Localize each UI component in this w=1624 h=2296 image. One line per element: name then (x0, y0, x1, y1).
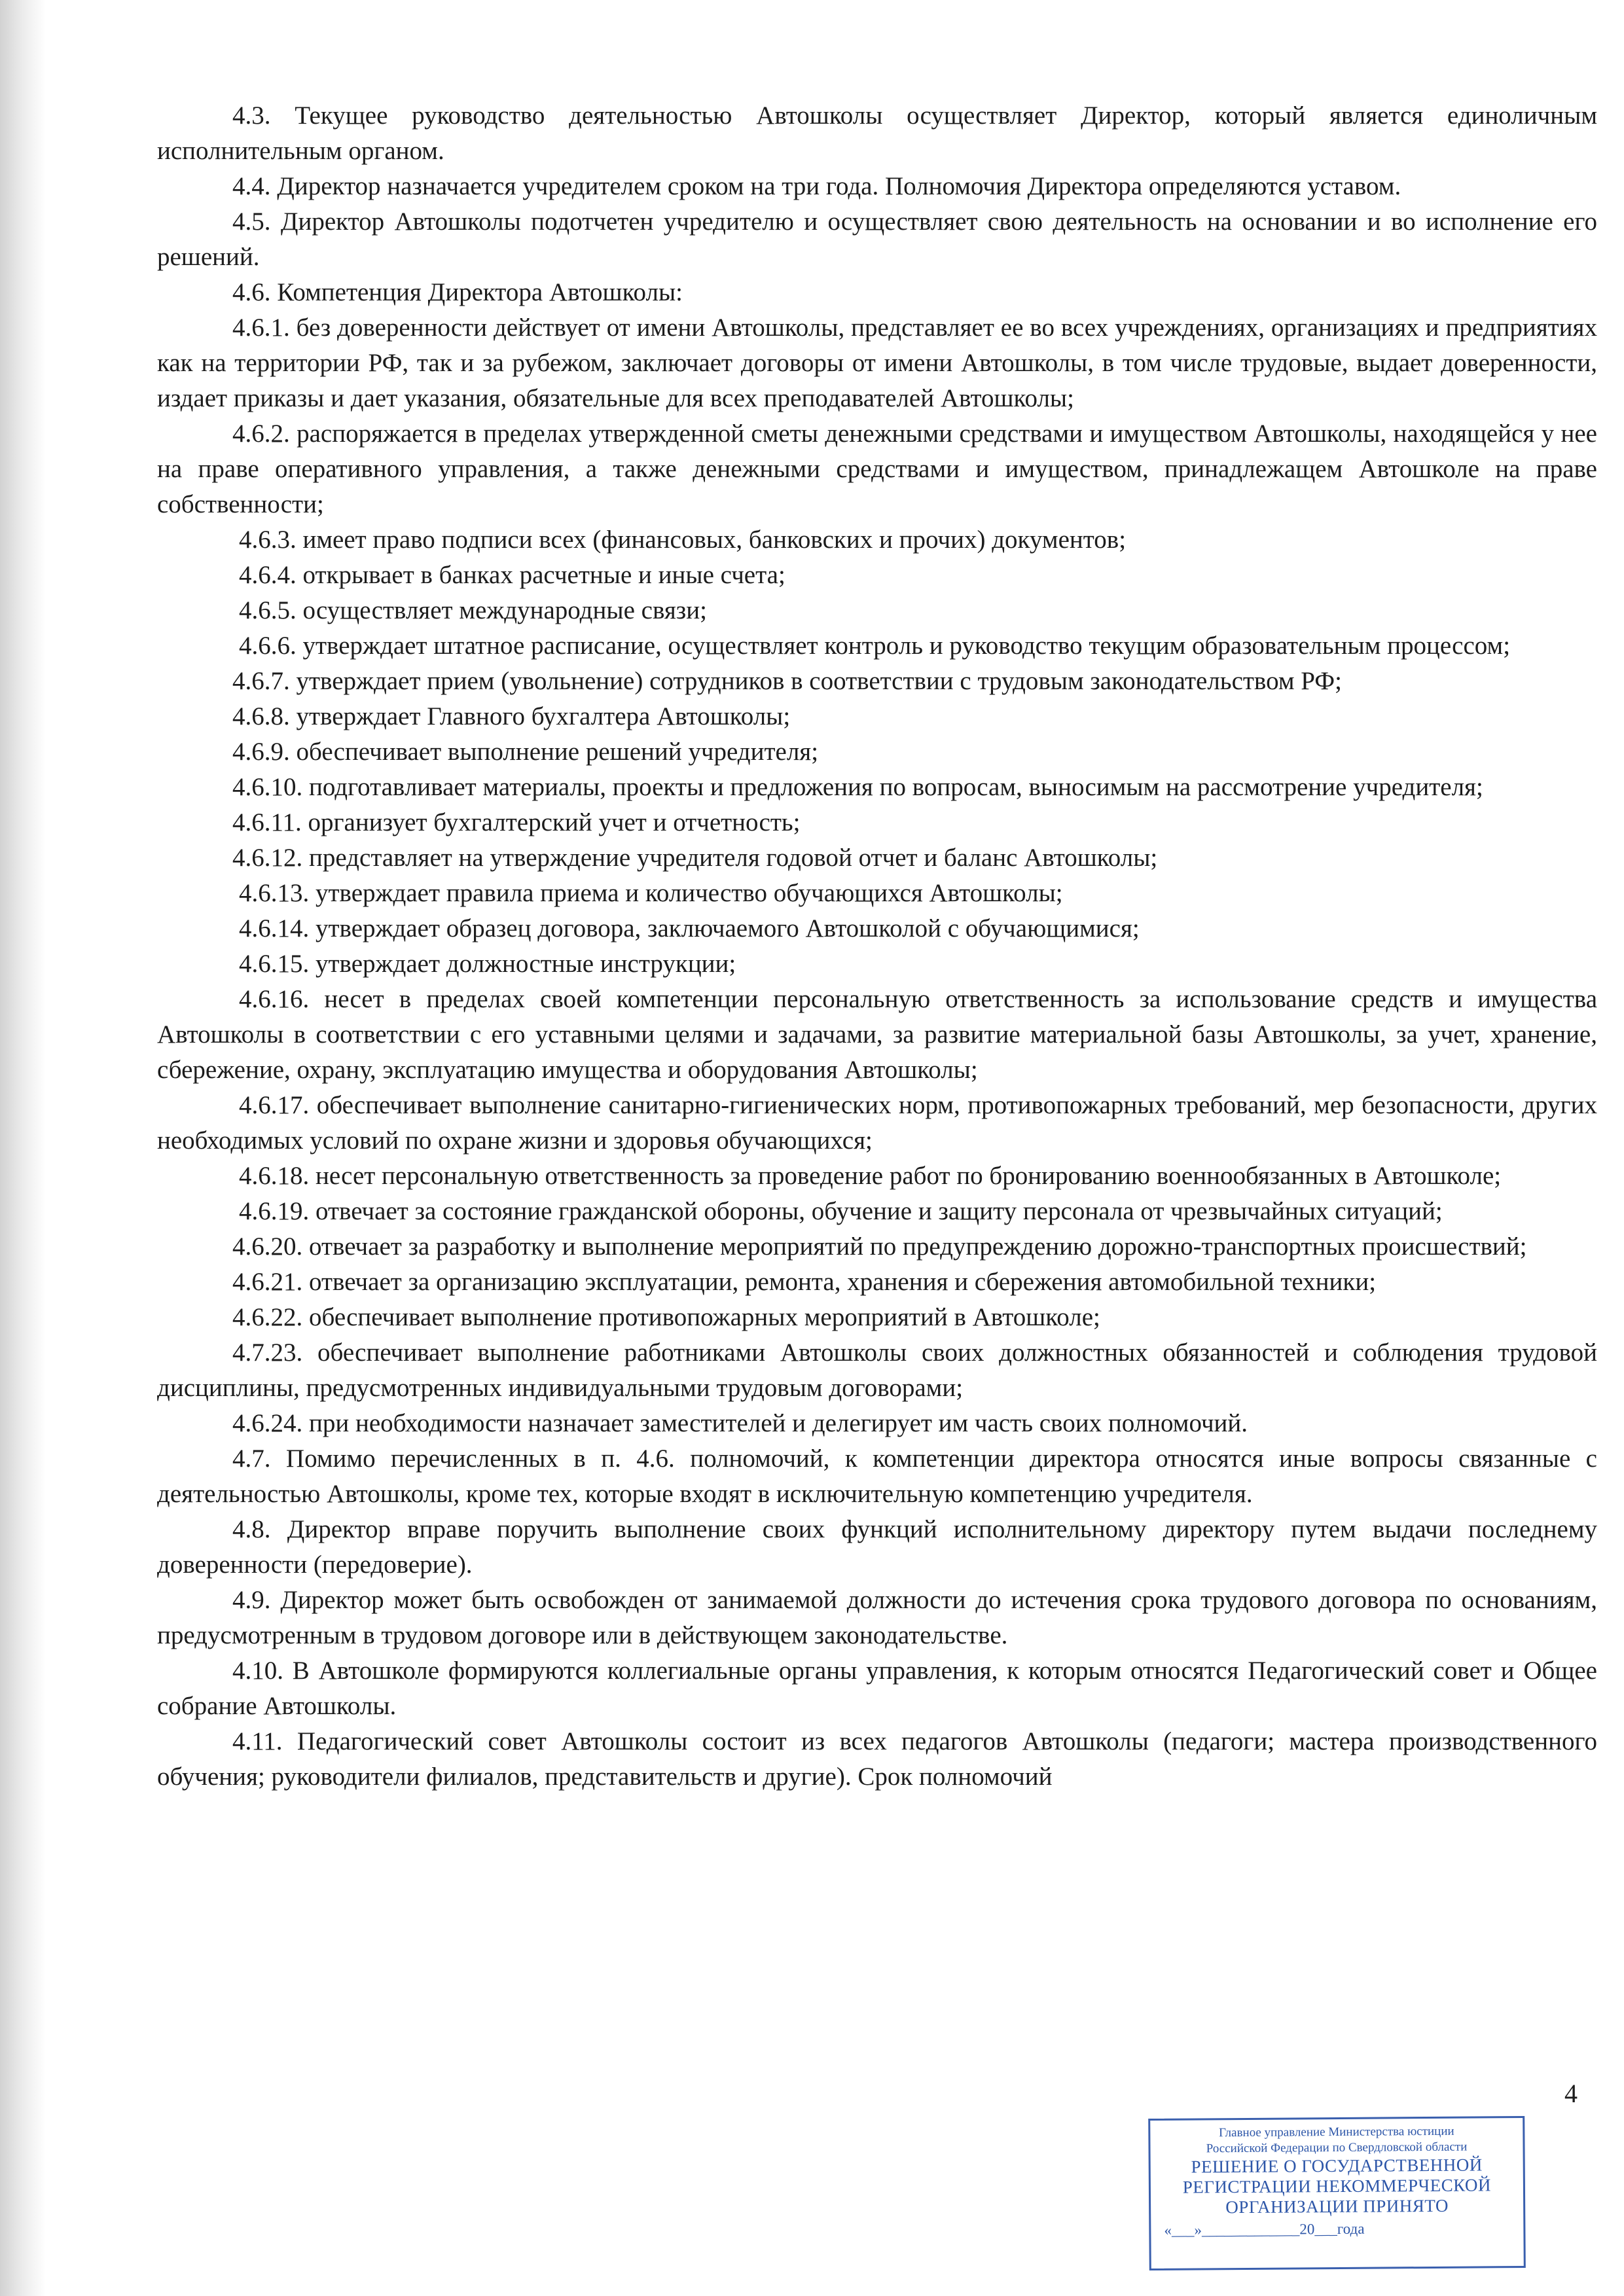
paragraph-4-4: 4.4. Директор назначается учредителем сроком на три года. Полномочия Директора определяются уставом. (232, 172, 1401, 200)
paragraph-4-3: 4.3. Текущее руководство деятельностью Автошколы осуществляет Директор, который является единоличным исполнительным органом. (157, 101, 1597, 165)
paragraph-4-6-24: 4.6.24. при необходимости назначает заместителей и делегирует им часть своих полномочий. (232, 1409, 1248, 1437)
paragraph-4-6-16: 4.6.16. несет в пределах своей компетенции персональную ответственность за использование средств и имущества Автошколы в соответствии с его уставными целями и задачами, за развитие материальной базы Автошколы, за учет, хранение, сбережение, охрану, эксплуатацию имущества и оборудования Автошколы; (157, 985, 1597, 1084)
paragraph-4-6-18: 4.6.18. несет персональную ответственность за проведение работ по бронированию военнообязанных в Автошколе; (239, 1162, 1502, 1190)
paragraph-4-6-21: 4.6.21. отвечает за организацию эксплуатации, ремонта, хранения и сбережения автомобильной техники; (232, 1268, 1377, 1296)
paragraph-4-6-7: 4.6.7. утверждает прием (увольнение) сотрудников в соответствии с трудовым законодательством РФ; (232, 667, 1342, 695)
stamp-line-2: Российской Федерации по Свердловской области (1206, 2140, 1468, 2156)
paragraph-4-6-10: 4.6.10. подготавливает материалы, проекты и предложения по вопросам, выносимым на рассмотрение учредителя; (232, 773, 1483, 801)
paragraph-4-6-13: 4.6.13. утверждает правила приема и количество обучающихся Автошколы; (239, 879, 1063, 907)
paragraph-4-11: 4.11. Педагогический совет Автошколы состоит из всех педагогов Автошколы (педагоги; мастера производственного обучения; руководители филиалов, представительств и другие). Срок полномочий (157, 1727, 1597, 1791)
paragraph-4-6-5: 4.6.5. осуществляет международные связи; (239, 596, 707, 624)
paragraph-4-6-14: 4.6.14. утверждает образец договора, заключаемого Автошколой с обучающимися; (239, 914, 1140, 942)
paragraph-4-6-19: 4.6.19. отвечает за состояние гражданской обороны, обучение и защиту персонала от чрезвычайных ситуаций; (239, 1197, 1443, 1225)
paragraph-4-10: 4.10. В Автошколе формируются коллегиальные органы управления, к которым относятся Педагогический совет и Общее собрание Автошколы. (157, 1657, 1597, 1720)
paragraph-4-5: 4.5. Директор Автошколы подотчетен учредителю и осуществляет свою деятельность на основании и во исполнение его решений. (157, 207, 1597, 271)
stamp-date-line: «___»_____________20___года (1164, 2220, 1365, 2238)
paragraph-4-6-11: 4.6.11. организует бухгалтерский учет и отчетность; (232, 808, 801, 836)
stamp-line-4: РЕГИСТРАЦИИ НЕКОММЕРЧЕСКОЙ (1182, 2175, 1492, 2197)
paragraph-4-6-9: 4.6.9. обеспечивает выполнение решений учредителя; (232, 738, 819, 766)
paragraph-4-6-8: 4.6.8. утверждает Главного бухгалтера Автошколы; (232, 702, 791, 730)
paragraph-4-6-4: 4.6.4. открывает в банках расчетные и иные счета; (239, 561, 785, 589)
paragraph-4-6: 4.6. Компетенция Директора Автошколы: (232, 278, 683, 306)
paragraph-4-6-3: 4.6.3. имеет право подписи всех (финансовых, банковских и прочих) документов; (239, 526, 1127, 554)
paragraph-4-7: 4.7. Помимо перечисленных в п. 4.6. полномочий, к компетенции директора относятся иные вопросы связанные с деятельностью Автошколы, кроме тех, которые входят в исключительную компетенцию учредителя. (157, 1444, 1597, 1508)
page-number: 4 (1564, 2079, 1578, 2108)
stamp-line-5: ОРГАНИЗАЦИИ ПРИНЯТО (1225, 2195, 1449, 2217)
paragraph-4-6-22: 4.6.22. обеспечивает выполнение противопожарных мероприятий в Автошколе; (232, 1303, 1100, 1331)
paragraph-4-6-17: 4.6.17. обеспечивает выполнение санитарно-гигиенических норм, противопожарных требований, мер безопасности, других необходимых условий по охране жизни и здоровья обучающихся; (157, 1091, 1597, 1155)
document-body (157, 98, 1597, 1795)
paragraph-4-6-12: 4.6.12. представляет на утверждение учредителя годовой отчет и баланс Автошколы; (232, 844, 1158, 872)
stamp-line-3: РЕШЕНИЕ О ГОСУДАРСТВЕННОЙ (1191, 2155, 1483, 2177)
paragraph-4-6-6: 4.6.6. утверждает штатное расписание, осуществляет контроль и руководство текущим образовательным процессом; (239, 632, 1511, 660)
paragraph-4-6-20: 4.6.20. отвечает за разработку и выполнение мероприятий по предупреждению дорожно-транспортных происшествий; (232, 1232, 1527, 1261)
paragraph-4-6-1: 4.6.1. без доверенности действует от имени Автошколы, представляет ее во всех учреждениях, организациях и предприятиях как на территории РФ, так и за рубежом, заключает договоры от имени Автошколы, в том числе трудовые, выдает доверенности, издает приказы и дает указания, обязательные для всех преподавателей Автошколы; (157, 314, 1597, 412)
paragraph-4-9: 4.9. Директор может быть освобожден от занимаемой должности до истечения срока трудового договора по основаниям, предусмотренным в трудовом договоре или в действующем законодательстве. (157, 1586, 1597, 1649)
registration-stamp (1148, 2116, 1526, 2270)
paragraph-4-7-23: 4.7.23. обеспечивает выполнение работниками Автошколы своих должностных обязанностей и соблюдения трудовой дисциплины, предусмотренных индивидуальными трудовым договорами; (157, 1338, 1597, 1402)
paragraph-4-6-15: 4.6.15. утверждает должностные инструкции; (239, 950, 736, 978)
paragraph-4-6-2: 4.6.2. распоряжается в пределах утвержденной сметы денежными средствами и имуществом Автошколы, находящейся у нее на праве оперативного управления, а также денежными средствами и имуществом, принадлежащем Автошколе на праве собственности; (157, 420, 1597, 518)
stamp-line-1: Главное управление Министерства юстиции (1218, 2124, 1454, 2140)
scan-edge-shadow (0, 0, 46, 2296)
paragraph-4-8: 4.8. Директор вправе поручить выполнение своих функций исполнительному директору путем выдачи последнему доверенности (передоверие). (157, 1515, 1597, 1579)
